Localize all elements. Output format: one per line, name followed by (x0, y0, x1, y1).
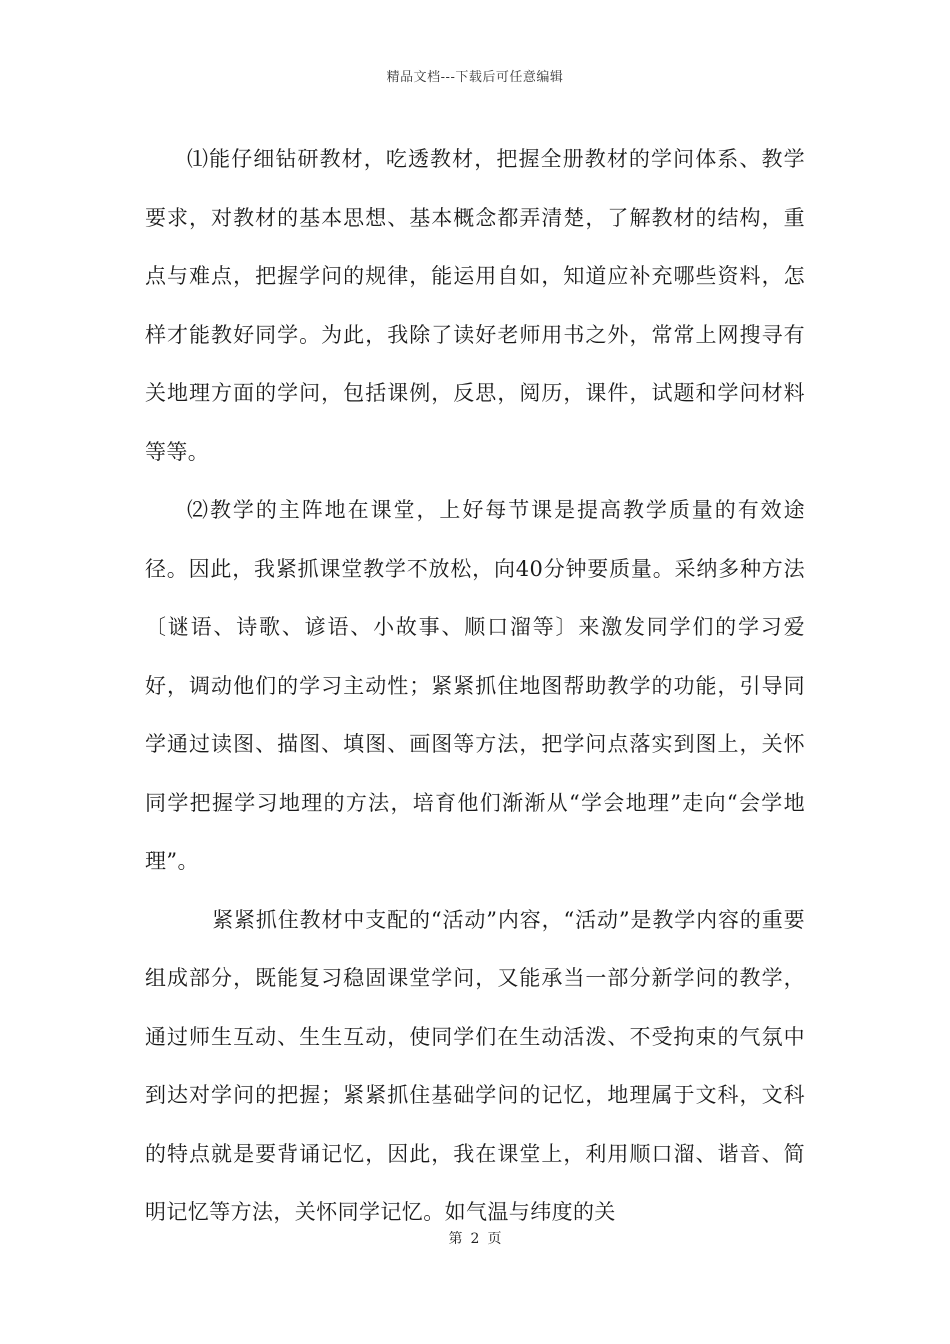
page-number-suffix: 页 (487, 1231, 502, 1247)
page-number-prefix: 第 (448, 1231, 463, 1247)
paragraph-2: ⑵教学的主阵地在课堂，上好每节课是提高教学质量的有效途径。因此，我紧抓课堂教学不放松，向40分钟要质量。采纳多种方法〔谜语、诗歌、谚语、小故事、顺口溜等〕来激发同学们的学习爱好，调动他们的学习主动性；紧紧抓住地图帮助教学的功能，引导同学通过读图、描图、填图、画图等方法，把学问点落实到图上，关怀同学把握学习地理的方法，培育他们渐渐从“学会地理”走向“会学地理”。 (145, 498, 805, 873)
page-number: 2 (470, 1231, 480, 1247)
document-body (145, 130, 805, 1242)
page-header: 精品文档---下载后可任意编辑 (386, 70, 564, 85)
page-footer (0, 1228, 950, 1248)
paragraph-3: 紧紧抓住教材中支配的“活动”内容，“活动”是教学内容的重要组成部分，既能复习稳固课堂学问，又能承当一部分新学问的教学，通过师生互动、生生互动，使同学们在生动活泼、不受拘束的气氛中到达对学问的把握；紧紧抓住基础学问的记忆，地理属于文科，文科的特点就是要背诵记忆，因此，我在课堂上，利用顺口溜、谐音、简明记忆等方法，关怀同学记忆。如气温与纬度的关 (145, 907, 805, 1224)
paragraph-1: ⑴能仔细钻研教材，吃透教材，把握全册教材的学问体系、教学要求，对教材的基本思想、基本概念都弄清楚，了解教材的结构，重点与难点，把握学问的规律，能运用自如，知道应补充哪些资料，怎样才能教好同学。为此，我除了读好老师用书之外，常常上网搜寻有关地理方面的学问，包括课例，反思，阅历，课件，试题和学问材料等等。 (145, 147, 805, 464)
